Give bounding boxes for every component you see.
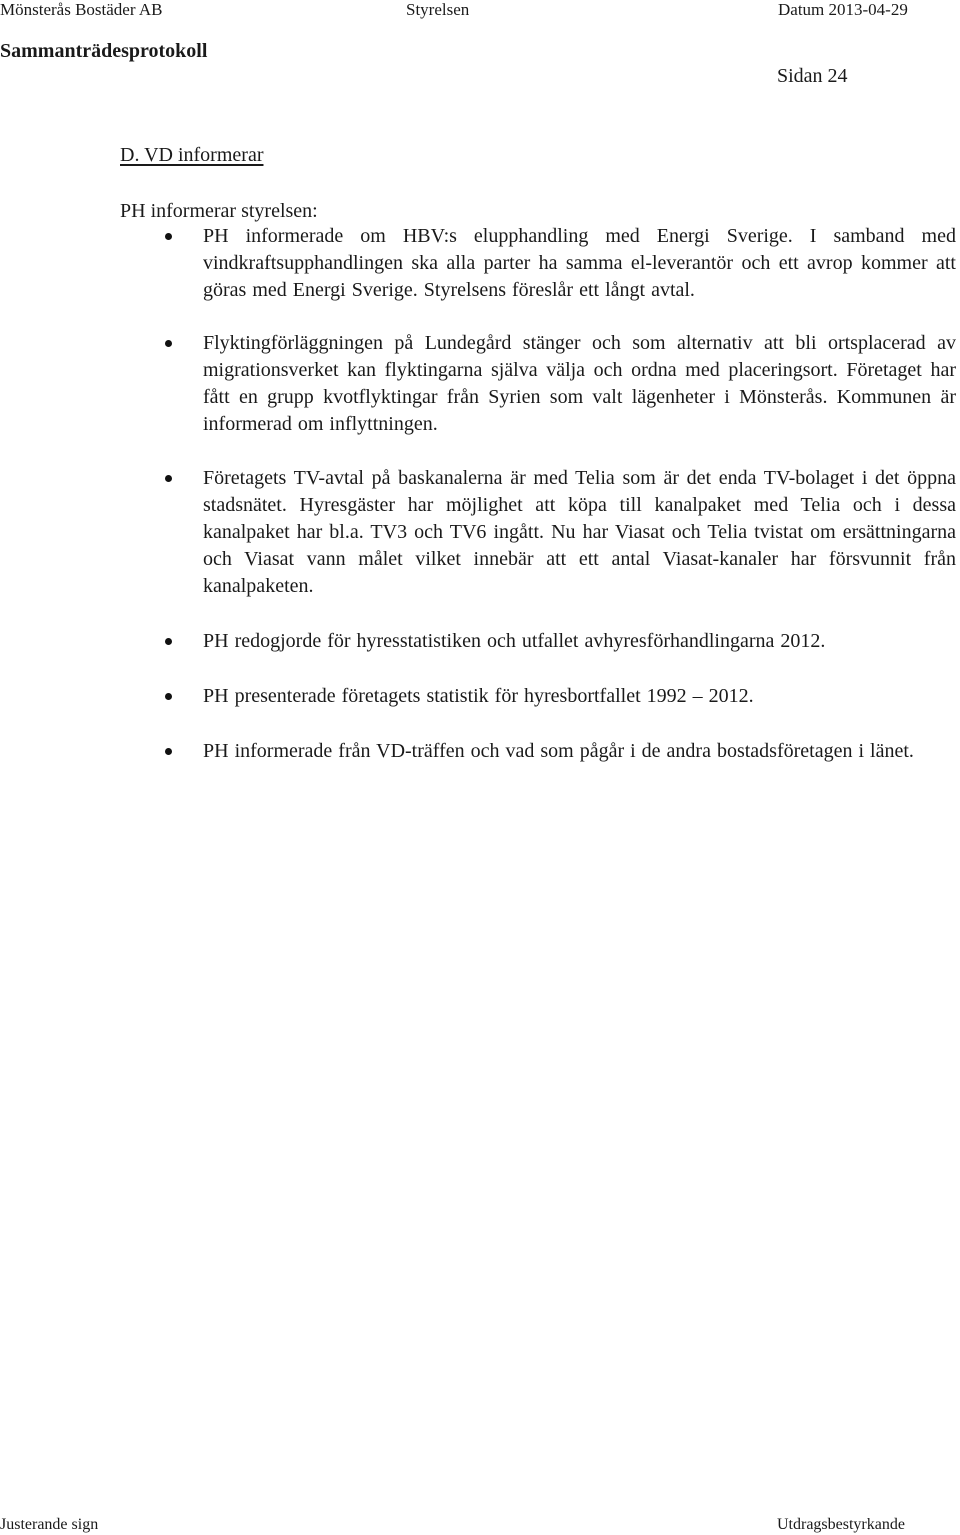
bullet-icon [165, 233, 172, 240]
bullet-icon [165, 638, 172, 645]
footer-justerande-sign: Justerande sign [0, 1516, 99, 1533]
footer-utdragsbestyrkande: Utdragsbestyrkande [777, 1516, 905, 1533]
bullet-text: Företagets TV-avtal på baskanalerna är med Telia som är det enda TV-bolaget i det öppna stadsnätet. Hyresgäster har möjlighet att köpa till kanalpaket med Telia och i dessa kanalpaket har bl.a. TV3 och TV6 ingått. Nu har Viasat och Telia tvistat om ersättningarna och Viasat vann målet vilket innebär att ett antal Viasat-kanaler har försvunnit från kanalpaketen. [203, 467, 956, 597]
bullet-icon [165, 475, 172, 482]
bullet-text: PH presenterade företagets statistik för hyresbortfallet 1992 – 2012. [203, 685, 754, 707]
page-number: Sidan 24 [777, 65, 848, 87]
section-intro: PH informerar styrelsen: [120, 200, 318, 222]
bullet-text: PH informerade om HBV:s elupphandling med Energi Sverige. I samband med vindkraftsupphandlingen ska alla parter ha samma el-leverantör och ett avrop kommer att göras med Energi Sverige. Styrelsens föreslår ett långt avtal. [203, 225, 956, 301]
bullet-text: PH informerade från VD-träffen och vad som pågår i de andra bostadsföretagen i länet. [203, 740, 914, 762]
bullet-icon [165, 748, 172, 755]
header-organization: Mönsterås Bostäder AB [0, 0, 163, 19]
header-date: Datum 2013-04-29 [778, 0, 908, 19]
bullet-text: PH redogjorde för hyresstatistiken och utfallet avhyresförhandlingarna 2012. [203, 630, 826, 652]
header-board: Styrelsen [406, 0, 470, 19]
section-heading: D. VD informerar [120, 144, 264, 166]
bullet-text: Flyktingförläggningen på Lundegård stänger och som alternativ att bli ortsplacerad av migrationsverket kan flyktingarna själva välja och ordna med placeringsort. Företaget har fått en grupp kvotflyktingar från Syrien som valt lägenheter i Mönsterås. Kommunen är informerad om inflyttningen. [203, 332, 956, 435]
document-title: Sammanträdesprotokoll [0, 40, 208, 62]
bullet-icon [165, 340, 172, 347]
bullet-icon [165, 693, 172, 700]
